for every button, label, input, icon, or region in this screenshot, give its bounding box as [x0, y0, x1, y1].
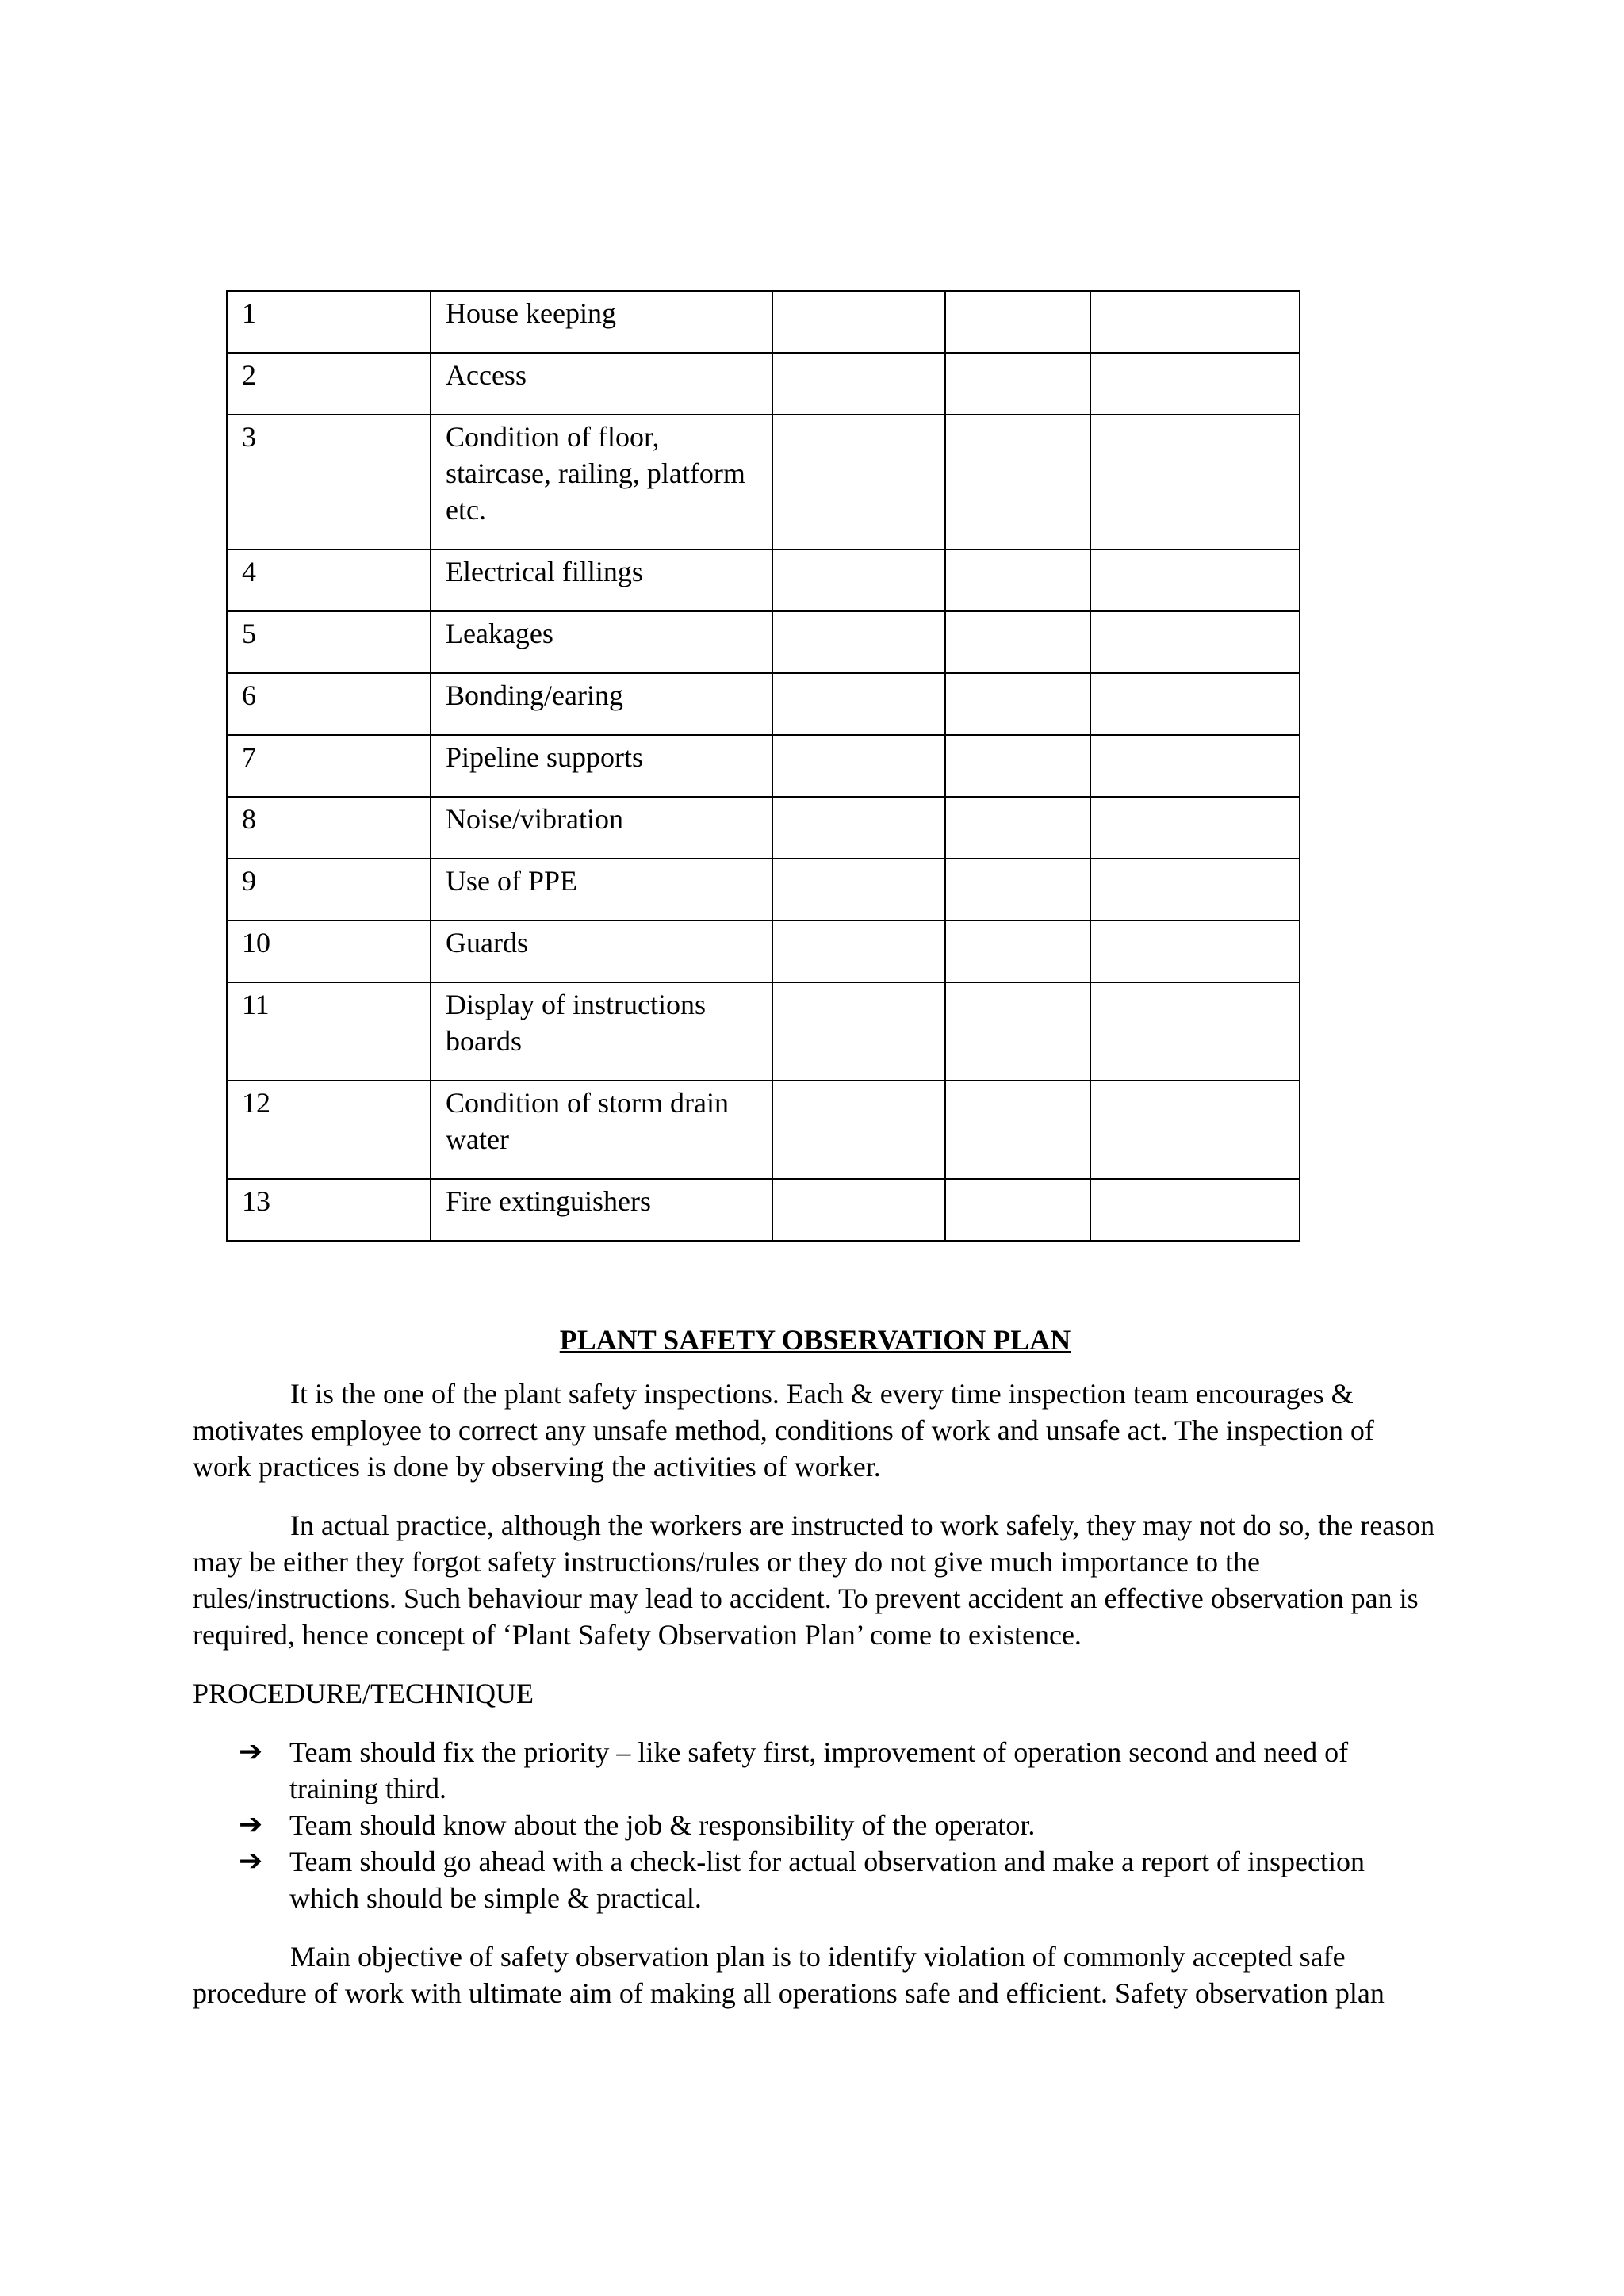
row-number: 9 [227, 859, 431, 920]
list-item [193, 1734, 1438, 1807]
arrow-right-icon: ➔ [239, 1845, 263, 1877]
empty-cell [1090, 291, 1300, 353]
table-row [227, 353, 1300, 415]
row-item: Leakages [431, 611, 772, 673]
empty-cell [945, 859, 1090, 920]
row-number: 6 [227, 673, 431, 735]
empty-cell [945, 353, 1090, 415]
row-item: House keeping [431, 291, 772, 353]
table-row [227, 611, 1300, 673]
row-item: Electrical fillings [431, 549, 772, 611]
row-item: Bonding/earing [431, 673, 772, 735]
empty-cell [945, 673, 1090, 735]
empty-cell [772, 291, 945, 353]
empty-cell [1090, 1179, 1300, 1241]
list-item [193, 1807, 1438, 1843]
list-item-text: Team should go ahead with a check-list for actual observation and make a report of inspection which should be simple & practical. [289, 1846, 1365, 1914]
arrow-right-icon: ➔ [239, 1735, 263, 1768]
table-row [227, 982, 1300, 1081]
empty-cell [772, 735, 945, 797]
section-heading: PLANT SAFETY OBSERVATION PLAN [559, 1324, 1071, 1356]
row-number: 13 [227, 1179, 431, 1241]
row-number: 12 [227, 1081, 431, 1179]
empty-cell [1090, 735, 1300, 797]
table-row [227, 291, 1300, 353]
empty-cell [772, 797, 945, 859]
row-item: Access [431, 353, 772, 415]
arrow-right-icon: ➔ [239, 1808, 263, 1841]
empty-cell [945, 549, 1090, 611]
row-item: Noise/vibration [431, 797, 772, 859]
row-number: 10 [227, 920, 431, 982]
empty-cell [772, 1081, 945, 1179]
empty-cell [945, 982, 1090, 1081]
row-number: 5 [227, 611, 431, 673]
paragraph-intro: It is the one of the plant safety inspections. Each & every time inspection team encourages & motivates employee to correct any unsafe method, conditions of work and unsafe act. The inspection of work practices is done by observing the activities of worker. [193, 1378, 1374, 1483]
procedure-list [193, 1734, 1438, 1916]
empty-cell [945, 1179, 1090, 1241]
inspection-checklist-table [226, 290, 1300, 1242]
empty-cell [1090, 549, 1300, 611]
empty-cell [945, 1081, 1090, 1179]
table-row [227, 859, 1300, 920]
procedure-label: PROCEDURE/TECHNIQUE [193, 1678, 534, 1709]
empty-cell [945, 735, 1090, 797]
empty-cell [945, 920, 1090, 982]
section-body [193, 1376, 1438, 2011]
table-row [227, 1179, 1300, 1241]
list-item-text: Team should fix the priority – like safety first, improvement of operation second and need of training third. [289, 1736, 1349, 1804]
empty-cell [1090, 982, 1300, 1081]
table-row [227, 797, 1300, 859]
row-item: Display of instructions boards [431, 982, 772, 1081]
table-row [227, 735, 1300, 797]
empty-cell [772, 611, 945, 673]
row-number: 3 [227, 415, 431, 549]
row-number: 8 [227, 797, 431, 859]
empty-cell [945, 415, 1090, 549]
list-item [193, 1843, 1438, 1916]
paragraph-objective: Main objective of safety observation plan is to identify violation of commonly accepted safe procedure of work with ultimate aim of making all operations safe and efficient. Safety observation plan [193, 1941, 1385, 2009]
row-item: Condition of floor, staircase, railing, platform etc. [431, 415, 772, 549]
table-row [227, 415, 1300, 549]
row-number: 11 [227, 982, 431, 1081]
empty-cell [1090, 859, 1300, 920]
row-item: Use of PPE [431, 859, 772, 920]
empty-cell [772, 859, 945, 920]
empty-cell [772, 415, 945, 549]
empty-cell [945, 611, 1090, 673]
empty-cell [1090, 611, 1300, 673]
empty-cell [1090, 1081, 1300, 1179]
row-item: Fire extinguishers [431, 1179, 772, 1241]
table-row [227, 673, 1300, 735]
row-number: 4 [227, 549, 431, 611]
empty-cell [1090, 920, 1300, 982]
row-number: 7 [227, 735, 431, 797]
row-item: Guards [431, 920, 772, 982]
table-row [227, 1081, 1300, 1179]
empty-cell [772, 982, 945, 1081]
row-number: 1 [227, 291, 431, 353]
empty-cell [772, 549, 945, 611]
table-row [227, 920, 1300, 982]
row-item: Condition of storm drain water [431, 1081, 772, 1179]
list-item-text: Team should know about the job & responsibility of the operator. [289, 1809, 1036, 1841]
table-row [227, 549, 1300, 611]
empty-cell [772, 920, 945, 982]
empty-cell [772, 1179, 945, 1241]
empty-cell [772, 353, 945, 415]
empty-cell [772, 673, 945, 735]
empty-cell [945, 797, 1090, 859]
empty-cell [1090, 797, 1300, 859]
row-number: 2 [227, 353, 431, 415]
row-item: Pipeline supports [431, 735, 772, 797]
empty-cell [1090, 415, 1300, 549]
empty-cell [1090, 673, 1300, 735]
paragraph-practice: In actual practice, although the workers are instructed to work safely, they may not do so, the reason may be either they forgot safety instructions/rules or they do not give much importance to the rules/instructions. Such behaviour may lead to accident. To prevent accident an effective observation pan is required, hence concept of ‘Plant Safety Observation Plan’ come to existence. [193, 1510, 1435, 1651]
empty-cell [945, 291, 1090, 353]
empty-cell [1090, 353, 1300, 415]
